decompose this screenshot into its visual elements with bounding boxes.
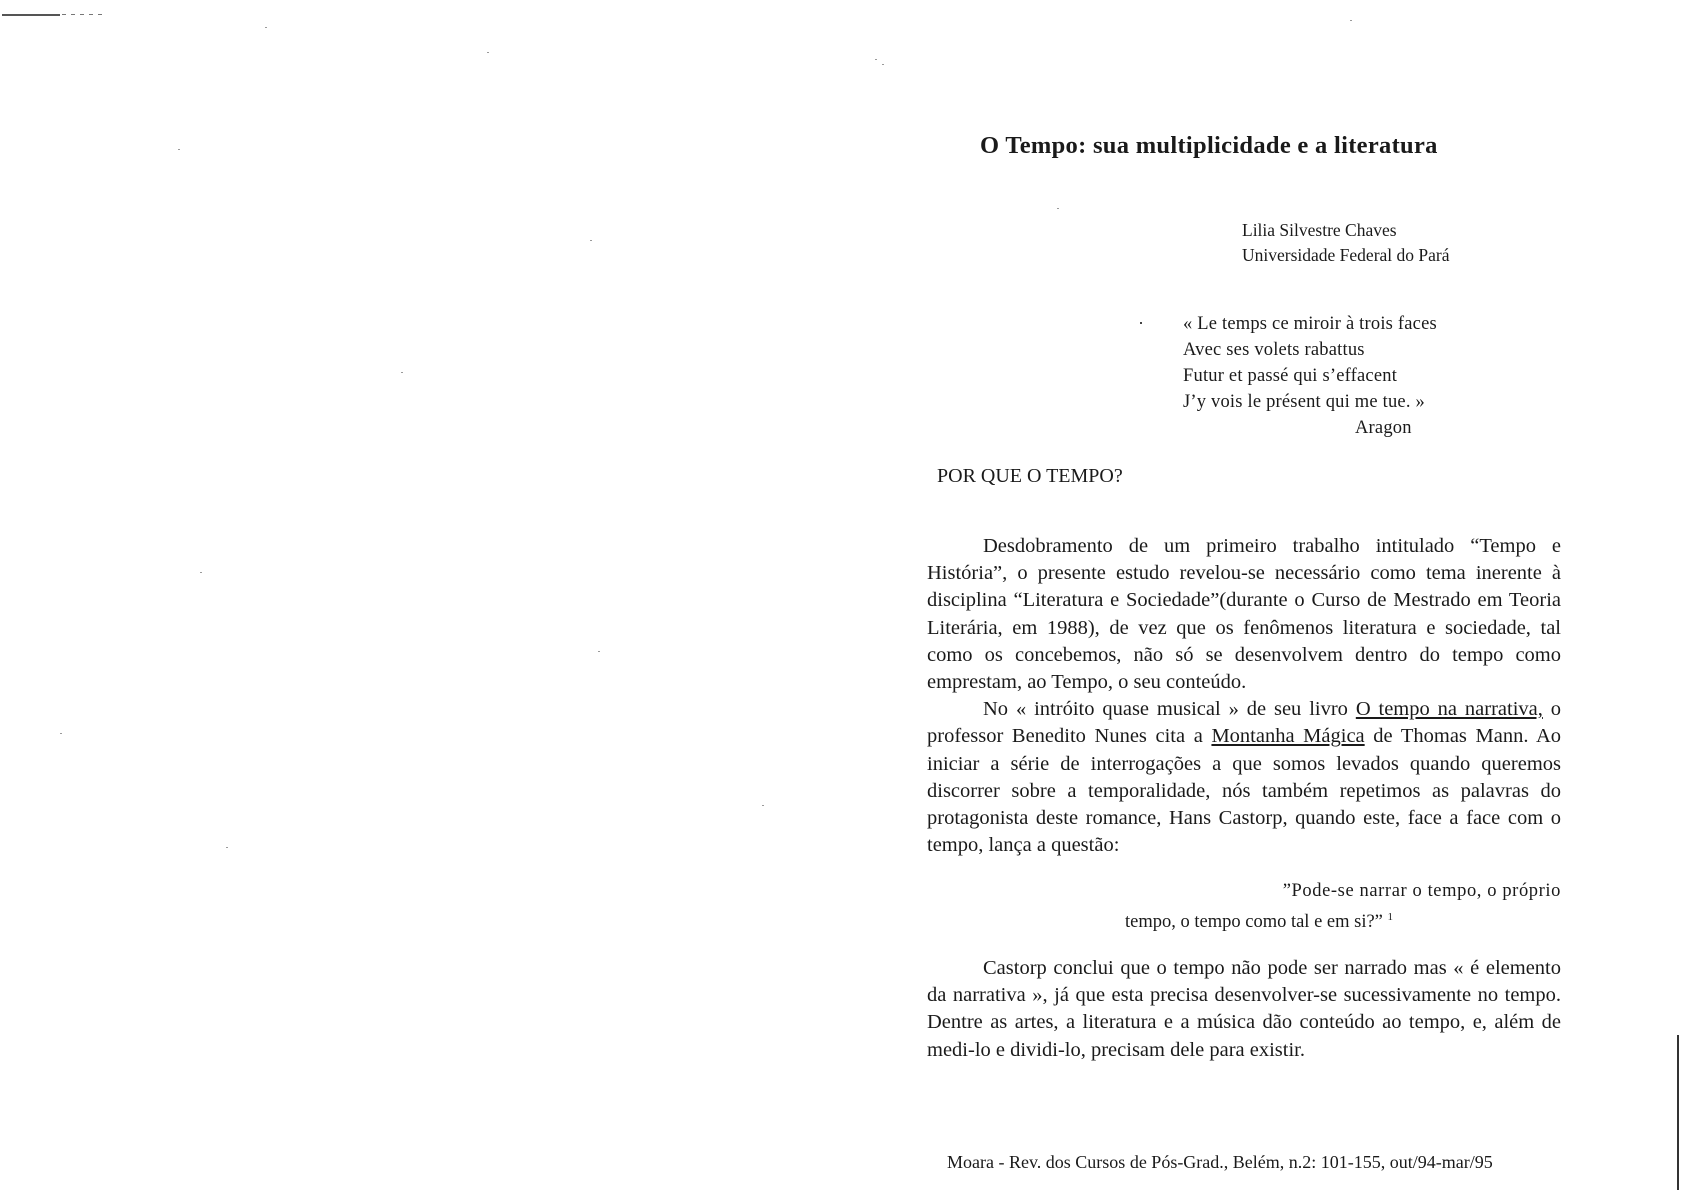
paragraph-2-text: No « intróito quase musical » de seu livro [983, 698, 1356, 721]
scan-speck [598, 651, 600, 652]
footnote-ref: 1 [1387, 911, 1394, 923]
scan-speck [590, 240, 592, 241]
author-name: Lilia Silvestre Chaves [1242, 220, 1397, 240]
quote-line: ”Pode-se narrar o tempo, o próprio [1282, 881, 1561, 901]
body-text-lower [927, 955, 1561, 1064]
book-title-link: Montanha Mágica [1211, 725, 1365, 748]
scan-artifact [62, 14, 102, 15]
section-heading: POR QUE O TEMPO? [937, 465, 1123, 487]
journal-footer: Moara - Rev. dos Cursos de Pós-Grad., Belém, n.2: 101-155, out/94-mar/95 [947, 1152, 1493, 1172]
scan-speck [60, 733, 62, 734]
scan-speck [762, 805, 764, 806]
author-block [1242, 218, 1450, 268]
paragraph-3: Castorp conclui que o tempo não pode ser narrado mas « é elemento da narrativa », já que esta precisa desenvolver-se sucessivamente no tempo. Dentre as artes, a literatura e a música dão conteúdo ao tempo, e, além de medi-lo e dividi-lo, precisam dele para existir. [927, 957, 1561, 1061]
paragraph-2-text: de Thomas Mann. Ao iniciar a série de interrogações a que somos levados quando queremos discorrer sobre a temporalidade, nós também repetimos as palavras do protagonista deste romance, Hans Castorp, quando este, face a face com o tempo, lança a questão: [927, 725, 1562, 857]
scan-artifact [2, 14, 60, 16]
paragraph-2-text: o professor Benedito Nunes cita a [927, 698, 1562, 748]
epigraph-author: Aragon [1355, 418, 1412, 438]
epigraph-line: Avec ses volets rabattus [1183, 340, 1365, 360]
scan-speck [226, 847, 228, 848]
scan-speck [401, 372, 403, 373]
epigraph-line: Futur et passé qui s’effacent [1183, 366, 1398, 386]
paragraph-2 [927, 696, 1561, 859]
scan-speck [200, 572, 202, 573]
scan-speck [265, 27, 267, 28]
stray-dot [1140, 322, 1142, 324]
scan-speck [487, 52, 489, 53]
epigraph-line: J’y vois le présent qui me tue. » [1183, 392, 1425, 412]
book-title-link: O tempo na narrativa, [1355, 698, 1543, 721]
quote-line [927, 904, 1561, 935]
epigraph [1183, 311, 1437, 441]
page-edge-line [1677, 1035, 1679, 1190]
epigraph-line: « Le temps ce miroir à trois faces [1183, 314, 1437, 334]
scan-speck [178, 149, 180, 150]
block-quote [927, 878, 1561, 935]
body-text-upper [927, 533, 1561, 859]
paragraph-1: Desdobramento de um primeiro trabalho intitulado “Tempo e História”, o presente estudo revelou-se necessário como tema inerente à disciplina “Literatura e Sociedade”(durante o Curso de Mestrado em Teoria Literária, em 1988), de vez que os fenômenos literatura e sociedade, tal como os concebemos, não só se desenvolvem dentro do tempo como emprestam, ao Tempo, o seu conteúdo. [927, 535, 1561, 694]
article-page [842, 0, 1684, 1190]
article-title: O Tempo: sua multiplicidade e a literatura [980, 132, 1438, 159]
quote-line-text: tempo, o tempo como tal e em si?” [1125, 912, 1388, 933]
author-affiliation: Universidade Federal do Pará [1242, 245, 1450, 265]
